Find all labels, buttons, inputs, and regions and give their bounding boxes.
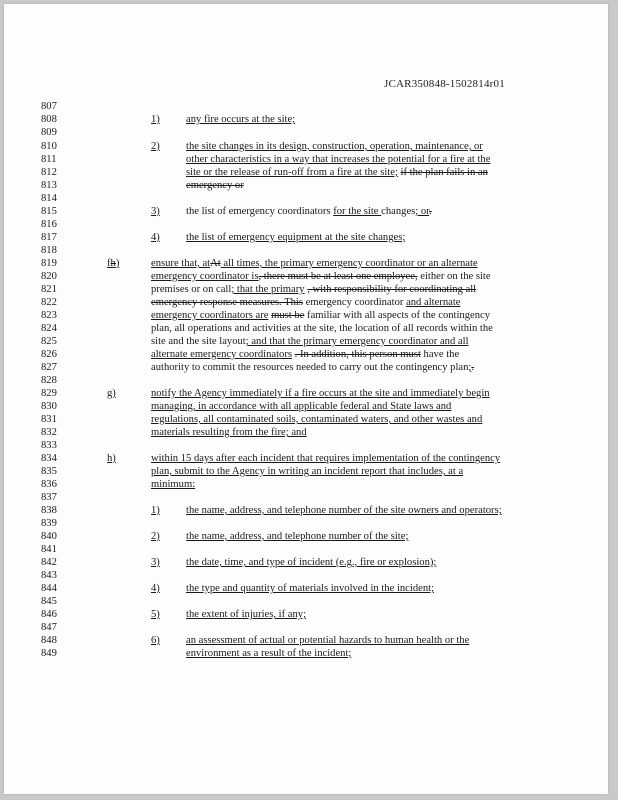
inserted-text: the name, address, and telephone number of the site owners and operators; xyxy=(186,505,502,516)
inserted-text: ; that the primary xyxy=(231,284,305,295)
line-number: 841 xyxy=(41,544,57,555)
inserted-text: the type and quantity of materials involved in the incident; xyxy=(186,583,435,594)
line-number: 815 xyxy=(41,206,57,217)
line-number: 833 xyxy=(41,440,57,451)
line-number: 809 xyxy=(41,127,57,138)
line-number: 816 xyxy=(41,219,57,230)
inserted-text: the site changes in its design, construction, operation, maintenance, or xyxy=(186,141,483,152)
deleted-text: must be xyxy=(271,310,305,321)
inserted-text: environment as a result of the incident; xyxy=(186,648,352,659)
line-number: 837 xyxy=(41,492,57,503)
line-number: 840 xyxy=(41,531,57,542)
line-number: 829 xyxy=(41,388,57,399)
item-label: 2) xyxy=(151,531,160,542)
line-number: 838 xyxy=(41,505,57,516)
item-label: h) xyxy=(107,453,116,464)
line-text xyxy=(151,387,490,400)
line-text xyxy=(186,530,408,543)
item-label: 4) xyxy=(151,232,160,243)
document-line xyxy=(4,426,608,439)
document-line xyxy=(4,504,608,517)
document-line xyxy=(4,322,608,335)
line-number: 807 xyxy=(41,101,57,112)
line-text xyxy=(186,179,244,192)
inserted-text: and alternate xyxy=(406,297,461,308)
line-text xyxy=(151,296,460,309)
document-line xyxy=(4,647,608,660)
text-run: have the xyxy=(420,349,460,360)
inserted-text: ; or xyxy=(415,206,430,217)
document-line xyxy=(4,491,608,504)
line-text xyxy=(151,270,491,283)
document-line xyxy=(4,478,608,491)
line-number: 811 xyxy=(41,154,57,165)
document-line xyxy=(4,595,608,608)
document-line xyxy=(4,374,608,387)
document-line xyxy=(4,439,608,452)
line-number: 843 xyxy=(41,570,57,581)
line-number: 825 xyxy=(41,336,57,347)
document-line xyxy=(4,361,608,374)
document-line xyxy=(4,465,608,478)
deleted-text: emergency response measures. This xyxy=(151,297,303,308)
item-label: 6) xyxy=(151,635,160,646)
line-number: 828 xyxy=(41,375,57,386)
document-id: JCAR350848-1502814r01 xyxy=(384,78,505,90)
line-text xyxy=(151,322,493,335)
item-label: 3) xyxy=(151,557,160,568)
line-number: 839 xyxy=(41,518,57,529)
line-number: 845 xyxy=(41,596,57,607)
line-number: 823 xyxy=(41,310,57,321)
document-line xyxy=(4,270,608,283)
item-label: 3) xyxy=(151,206,160,217)
line-number: 808 xyxy=(41,114,57,125)
document-line xyxy=(4,244,608,257)
document-line xyxy=(4,179,608,192)
document-line xyxy=(4,387,608,400)
deleted-text: At xyxy=(210,258,221,269)
document-line xyxy=(4,569,608,582)
line-text xyxy=(186,140,483,153)
document-page xyxy=(4,4,608,794)
inserted-text: emergency coordinators are xyxy=(151,310,269,321)
inserted-text: plan, submit to the Agency in writing an incident report that includes, at a xyxy=(151,466,464,477)
document-line xyxy=(4,192,608,205)
line-number: 820 xyxy=(41,271,57,282)
inserted-text: ; xyxy=(468,362,472,373)
line-text xyxy=(186,647,351,660)
line-text xyxy=(186,608,306,621)
line-number: 849 xyxy=(41,648,57,659)
document-line xyxy=(4,530,608,543)
line-number: 836 xyxy=(41,479,57,490)
document-line xyxy=(4,634,608,647)
deleted-text: emergency or xyxy=(186,180,244,191)
text-run: changes xyxy=(381,206,416,217)
line-number: 821 xyxy=(41,284,57,295)
document-line xyxy=(4,543,608,556)
inserted-text: other characteristics in a way that increases the potential for a fire at the xyxy=(186,154,491,165)
line-text xyxy=(151,257,478,270)
inserted-text: within 15 days after each incident that requires implementation of the contingency xyxy=(151,453,501,464)
item-label: fh) xyxy=(107,258,120,269)
line-number: 842 xyxy=(41,557,57,568)
line-number: 814 xyxy=(41,193,57,204)
text-run: the list of emergency coordinators xyxy=(186,206,334,217)
text-run: familiar with all aspects of the contingency xyxy=(304,310,491,321)
line-text xyxy=(186,556,436,569)
line-number: 847 xyxy=(41,622,57,633)
document-line xyxy=(4,517,608,530)
item-label: 1) xyxy=(151,505,160,516)
line-text xyxy=(186,582,434,595)
line-text xyxy=(186,634,469,647)
document-line xyxy=(4,100,608,113)
text-run: site and the site layout xyxy=(151,336,246,347)
line-text xyxy=(151,283,476,296)
deleted-text: . xyxy=(471,362,475,373)
text-run: premises or on call xyxy=(151,284,232,295)
line-text xyxy=(151,400,451,413)
line-number: 834 xyxy=(41,453,57,464)
line-text xyxy=(151,413,482,426)
inserted-text: an assessment of actual or potential hazards to human health or the xyxy=(186,635,470,646)
item-label: 4) xyxy=(151,583,160,594)
line-text xyxy=(151,335,469,348)
inserted-text: ; and that the primary emergency coordinator and all xyxy=(245,336,469,347)
line-number: 813 xyxy=(41,180,57,191)
line-number: 846 xyxy=(41,609,57,620)
deleted-text: , there must be at least one employee, xyxy=(258,271,418,282)
line-text xyxy=(151,348,459,361)
document-line xyxy=(4,335,608,348)
line-text xyxy=(151,309,490,322)
line-text xyxy=(151,361,474,374)
document-line xyxy=(4,283,608,296)
inserted-text: minimum: xyxy=(151,479,196,490)
document-line xyxy=(4,231,608,244)
document-line xyxy=(4,296,608,309)
line-text xyxy=(151,452,500,465)
item-label: g) xyxy=(107,388,116,399)
document-line xyxy=(4,452,608,465)
line-number: 812 xyxy=(41,167,57,178)
line-number: 819 xyxy=(41,258,57,269)
line-number: 826 xyxy=(41,349,57,360)
line-text xyxy=(151,426,307,439)
item-label: 5) xyxy=(151,609,160,620)
text-run: either on the site xyxy=(417,271,491,282)
line-number: 824 xyxy=(41,323,57,334)
line-text xyxy=(186,166,488,179)
line-number: 817 xyxy=(41,232,57,243)
document-line xyxy=(4,205,608,218)
line-number: 810 xyxy=(41,141,57,152)
line-number: 818 xyxy=(41,245,57,256)
document-line xyxy=(4,348,608,361)
text-run: emergency coordinator xyxy=(303,297,407,308)
line-text xyxy=(186,153,490,166)
item-label: 2) xyxy=(151,141,160,152)
deleted-text: if the plan fails in an xyxy=(400,167,488,178)
document-line xyxy=(4,608,608,621)
inserted-text: emergency coordinator is xyxy=(151,271,259,282)
inserted-text: the list of emergency equipment at the site changes; xyxy=(186,232,406,243)
document-line xyxy=(4,126,608,139)
deleted-text: . In addition, this person must xyxy=(294,349,421,360)
deleted-text: , with responsibility for coordinating all xyxy=(307,284,477,295)
line-text xyxy=(151,465,463,478)
document-line xyxy=(4,556,608,569)
line-number: 848 xyxy=(41,635,57,646)
inserted-text: any fire occurs at the site; xyxy=(186,114,296,125)
document-line xyxy=(4,140,608,153)
line-number: 832 xyxy=(41,427,57,438)
document-line xyxy=(4,166,608,179)
inserted-text: alternate emergency coordinators xyxy=(151,349,292,360)
inserted-text: materials resulting from the fire; and xyxy=(151,427,307,438)
document-line xyxy=(4,113,608,126)
inserted-text: the extent of injuries, if any; xyxy=(186,609,307,620)
line-text xyxy=(186,231,405,244)
text-run: plan, all operations and activities at the site, the location of all records within the xyxy=(151,323,493,334)
inserted-text: notify the Agency immediately if a fire occurs at the site and immediately begin xyxy=(151,388,490,399)
line-number: 831 xyxy=(41,414,57,425)
inserted-text: site or the release of run-off from a fire at the site; xyxy=(186,167,398,178)
document-line xyxy=(4,413,608,426)
inserted-text: ensure that, at xyxy=(151,258,211,269)
line-text xyxy=(151,478,195,491)
inserted-text: the date, time, and type of incident (e.g., fire or explosion); xyxy=(186,557,437,568)
document-line xyxy=(4,153,608,166)
document-line xyxy=(4,309,608,322)
line-number: 835 xyxy=(41,466,57,477)
inserted-text: regulations, all contaminated soils, contaminated waters, and other wastes and xyxy=(151,414,483,425)
line-number: 822 xyxy=(41,297,57,308)
document-line xyxy=(4,582,608,595)
deleted-text: . xyxy=(429,206,432,217)
line-text xyxy=(186,504,502,517)
line-number: 830 xyxy=(41,401,57,412)
inserted-text: all times, the primary emergency coordinator or an alternate xyxy=(220,258,478,269)
inserted-text: for the site xyxy=(333,206,382,217)
line-number: 844 xyxy=(41,583,57,594)
line-text xyxy=(186,113,295,126)
line-number: 827 xyxy=(41,362,57,373)
line-text xyxy=(186,205,432,218)
document-line xyxy=(4,218,608,231)
item-label: 1) xyxy=(151,114,160,125)
document-line xyxy=(4,400,608,413)
inserted-text: managing, in accordance with all applicable federal and State laws and xyxy=(151,401,452,412)
text-run: authority to commit the resources needed to carry out the contingency plan xyxy=(151,362,469,373)
document-line xyxy=(4,621,608,634)
document-line xyxy=(4,257,608,270)
inserted-text: the name, address, and telephone number of the site; xyxy=(186,531,409,542)
